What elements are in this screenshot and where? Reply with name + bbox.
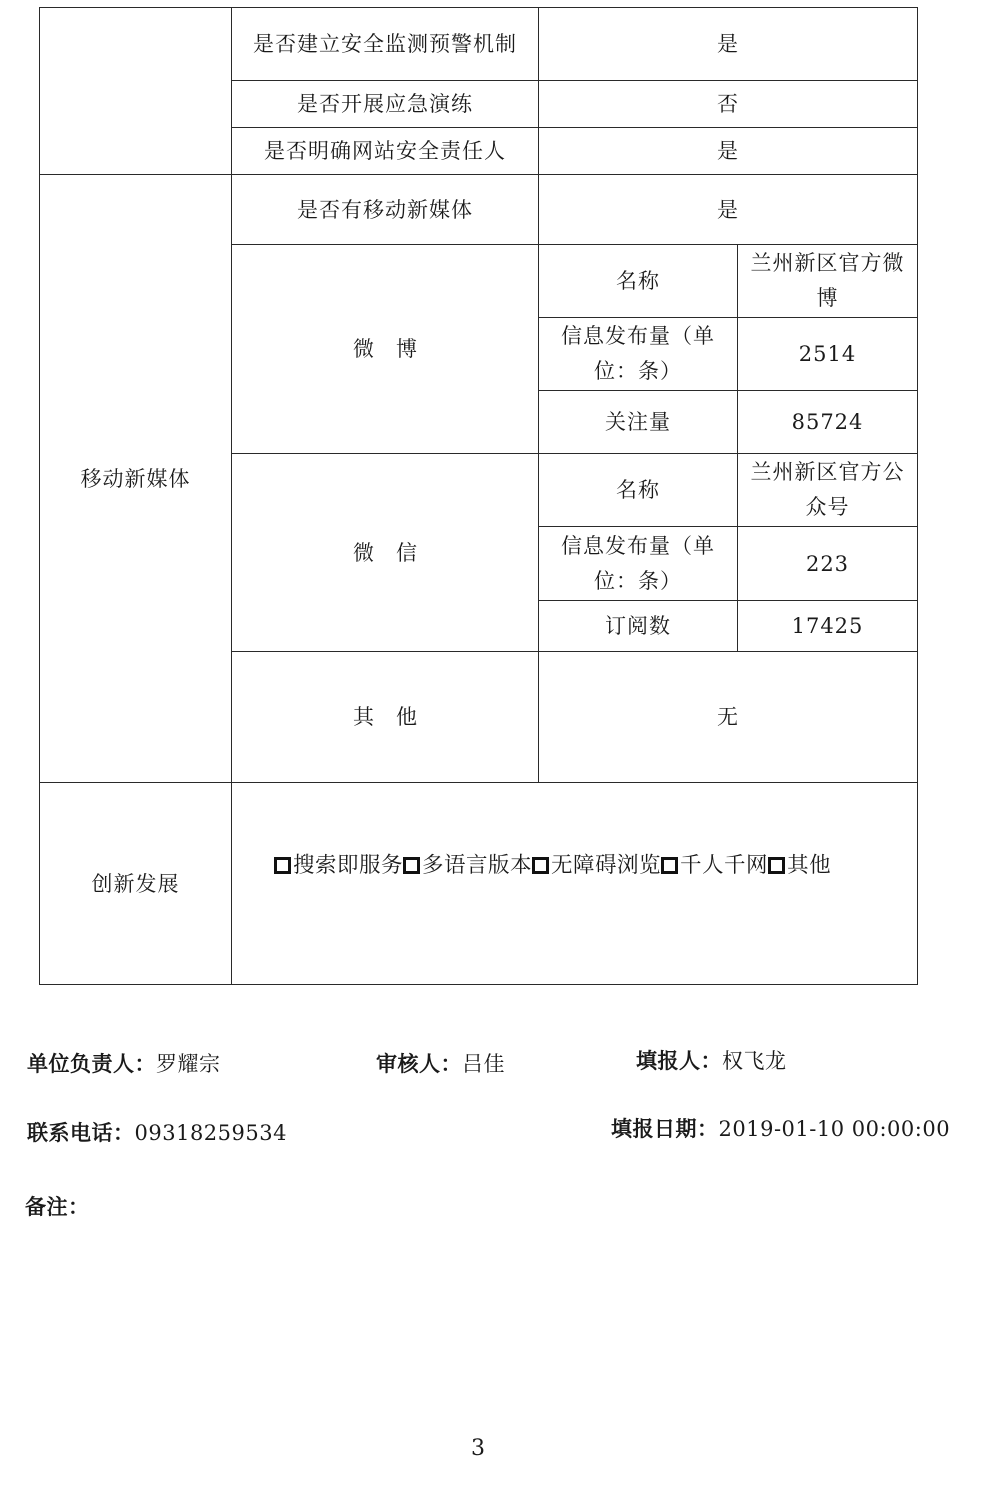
- phone-value: 09318259534: [134, 1121, 287, 1145]
- warning-label: 是否建立安全监测预警机制: [232, 8, 539, 81]
- drill-value: 否: [539, 81, 918, 128]
- responsible-label: 是否明确网站安全责任人: [232, 128, 539, 175]
- unit-head: 单位负责人：罗耀宗: [27, 1051, 221, 1076]
- weibo-posts-value: 2514: [738, 318, 918, 391]
- option-accessibility[interactable]: 无障碍浏览: [532, 849, 661, 883]
- weibo-followers-label: 关注量: [539, 391, 738, 454]
- security-section-cell: [40, 8, 232, 175]
- reviewer: 审核人：吕佳: [376, 1051, 505, 1076]
- has-media-value: 是: [539, 175, 918, 245]
- reviewer-value: 吕佳: [462, 1052, 505, 1076]
- option-personalized[interactable]: 千人千网: [661, 849, 768, 883]
- has-media-label: 是否有移动新媒体: [232, 175, 539, 245]
- date-value: 2019-01-10 00:00:00: [718, 1117, 951, 1141]
- remarks-label: 备注：: [25, 1194, 90, 1219]
- option-other[interactable]: 其他: [768, 849, 831, 883]
- wechat-subs-label: 订阅数: [539, 601, 738, 652]
- report-table: [39, 7, 918, 985]
- warning-value: 是: [539, 8, 918, 81]
- innovation-section-label: 创新发展: [40, 783, 232, 985]
- weibo-label: 微博: [232, 245, 539, 454]
- weibo-name-label: 名称: [539, 245, 738, 318]
- filler-value: 权飞龙: [722, 1049, 787, 1073]
- drill-label: 是否开展应急演练: [232, 81, 539, 128]
- responsible-value: 是: [539, 128, 918, 175]
- weibo-followers-value: 85724: [738, 391, 918, 454]
- option-multilingual[interactable]: 多语言版本: [403, 849, 532, 883]
- wechat-name-label: 名称: [539, 454, 738, 527]
- new-media-section-label: 移动新媒体: [40, 175, 232, 783]
- other-media-label: 其他: [232, 652, 539, 783]
- checkbox-icon: [403, 857, 420, 874]
- wechat-name-value: 兰州新区官方公众号: [738, 454, 918, 527]
- wechat-subs-value: 17425: [738, 601, 918, 652]
- wechat-posts-value: 223: [738, 527, 918, 601]
- checkbox-icon: [274, 857, 291, 874]
- wechat-posts-label: 信息发布量（单位：条）: [539, 527, 738, 601]
- fill-date: 填报日期：2019-01-10 00:00:00: [611, 1116, 951, 1141]
- filler: 填报人：权飞龙: [636, 1048, 787, 1073]
- wechat-label: 微信: [232, 454, 539, 652]
- option-search-service[interactable]: 搜索即服务: [274, 849, 403, 883]
- weibo-posts-label: 信息发布量（单位：条）: [539, 318, 738, 391]
- checkbox-icon: [661, 857, 678, 874]
- checkbox-icon: [768, 857, 785, 874]
- unit-head-value: 罗耀宗: [156, 1052, 221, 1076]
- innovation-options: [232, 783, 918, 985]
- contact-phone: 联系电话：09318259534: [27, 1120, 287, 1145]
- checkbox-icon: [532, 857, 549, 874]
- other-media-value: 无: [539, 652, 918, 783]
- page-number: 3: [471, 1436, 485, 1461]
- weibo-name-value: 兰州新区官方微博: [738, 245, 918, 318]
